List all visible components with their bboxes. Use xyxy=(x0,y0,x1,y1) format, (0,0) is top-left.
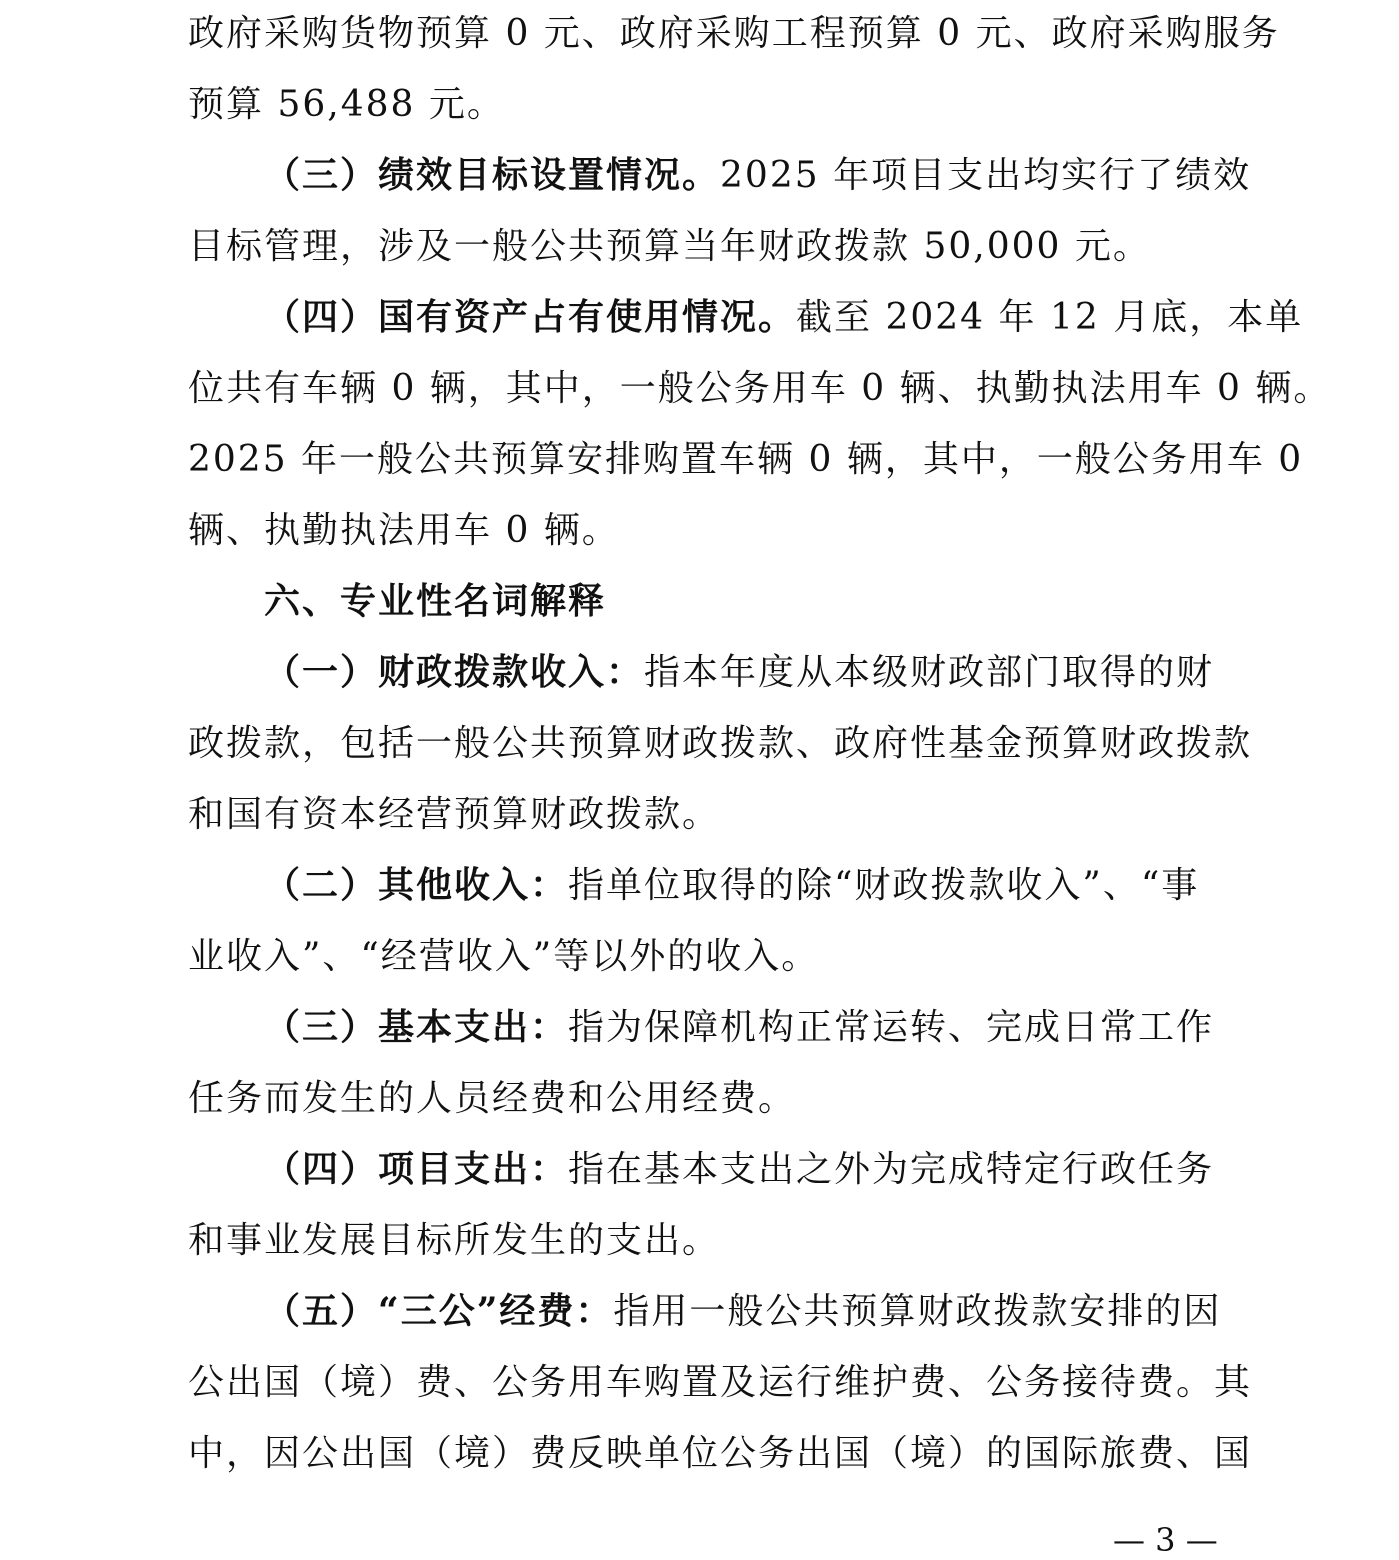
term-label: （三）基本支出： xyxy=(264,1006,569,1048)
section-label: （四）国有资产占有使用情况。 xyxy=(264,296,797,338)
paragraph-line: 和事业发展目标所发生的支出。 xyxy=(188,1220,721,1261)
paragraph-line: （三）基本支出：指为保障机构正常运转、完成日常工作 xyxy=(264,1006,1215,1048)
term-label: （二）其他收入： xyxy=(264,864,569,906)
term-label: （四）项目支出： xyxy=(264,1148,569,1190)
section-heading: 六、专业性名词解释 xyxy=(264,581,607,622)
paragraph-line: 政府采购货物预算 0 元、政府采购工程预算 0 元、政府采购服务 xyxy=(188,13,1280,54)
paragraph-line: 目标管理，涉及一般公共预算当年财政拨款 50,000 元。 xyxy=(188,226,1151,267)
paragraph-line: （一）财政拨款收入：指本年度从本级财政部门取得的财 xyxy=(264,651,1215,693)
paragraph-line: （三）绩效目标设置情况。2025 年项目支出均实行了绩效 xyxy=(264,154,1252,196)
paragraph-line: 位共有车辆 0 辆，其中，一般公务用车 0 辆、执勤执法用车 0 辆。 xyxy=(188,368,1332,409)
paragraph-line: 公出国（境）费、公务用车购置及运行维护费、公务接待费。其 xyxy=(188,1362,1253,1403)
page-number: — 3 — xyxy=(1113,1521,1218,1559)
paragraph-line: 和国有资本经营预算财政拨款。 xyxy=(188,794,721,835)
paragraph-line: （五）“三公”经费：指用一般公共预算财政拨款安排的因 xyxy=(264,1290,1222,1332)
paragraph-line: 中，因公出国（境）费反映单位公务出国（境）的国际旅费、国 xyxy=(188,1433,1253,1474)
paragraph-line: 2025 年一般公共预算安排购置车辆 0 辆，其中，一般公务用车 0 xyxy=(188,439,1304,480)
paragraph-line: 业收入”、“经营收入”等以外的收入。 xyxy=(188,936,820,977)
document-body xyxy=(188,0,1332,1489)
paragraph-line: （二）其他收入：指单位取得的除“财政拨款收入”、“事 xyxy=(264,864,1200,906)
section-label: （三）绩效目标设置情况。 xyxy=(264,154,721,196)
paragraph-line: 预算 56,488 元。 xyxy=(188,84,505,125)
term-label: （一）财政拨款收入： xyxy=(264,651,645,693)
term-label: （五）“三公”经费： xyxy=(264,1290,614,1332)
paragraph-line: （四）项目支出：指在基本支出之外为完成特定行政任务 xyxy=(264,1148,1215,1190)
paragraph-line: 任务而发生的人员经费和公用经费。 xyxy=(188,1078,797,1119)
paragraph-line: （四）国有资产占有使用情况。截至 2024 年 12 月底，本单 xyxy=(264,296,1304,338)
paragraph-line: 辆、执勤执法用车 0 辆。 xyxy=(188,510,620,551)
paragraph-line: 政拨款，包括一般公共预算财政拨款、政府性基金预算财政拨款 xyxy=(188,723,1253,764)
